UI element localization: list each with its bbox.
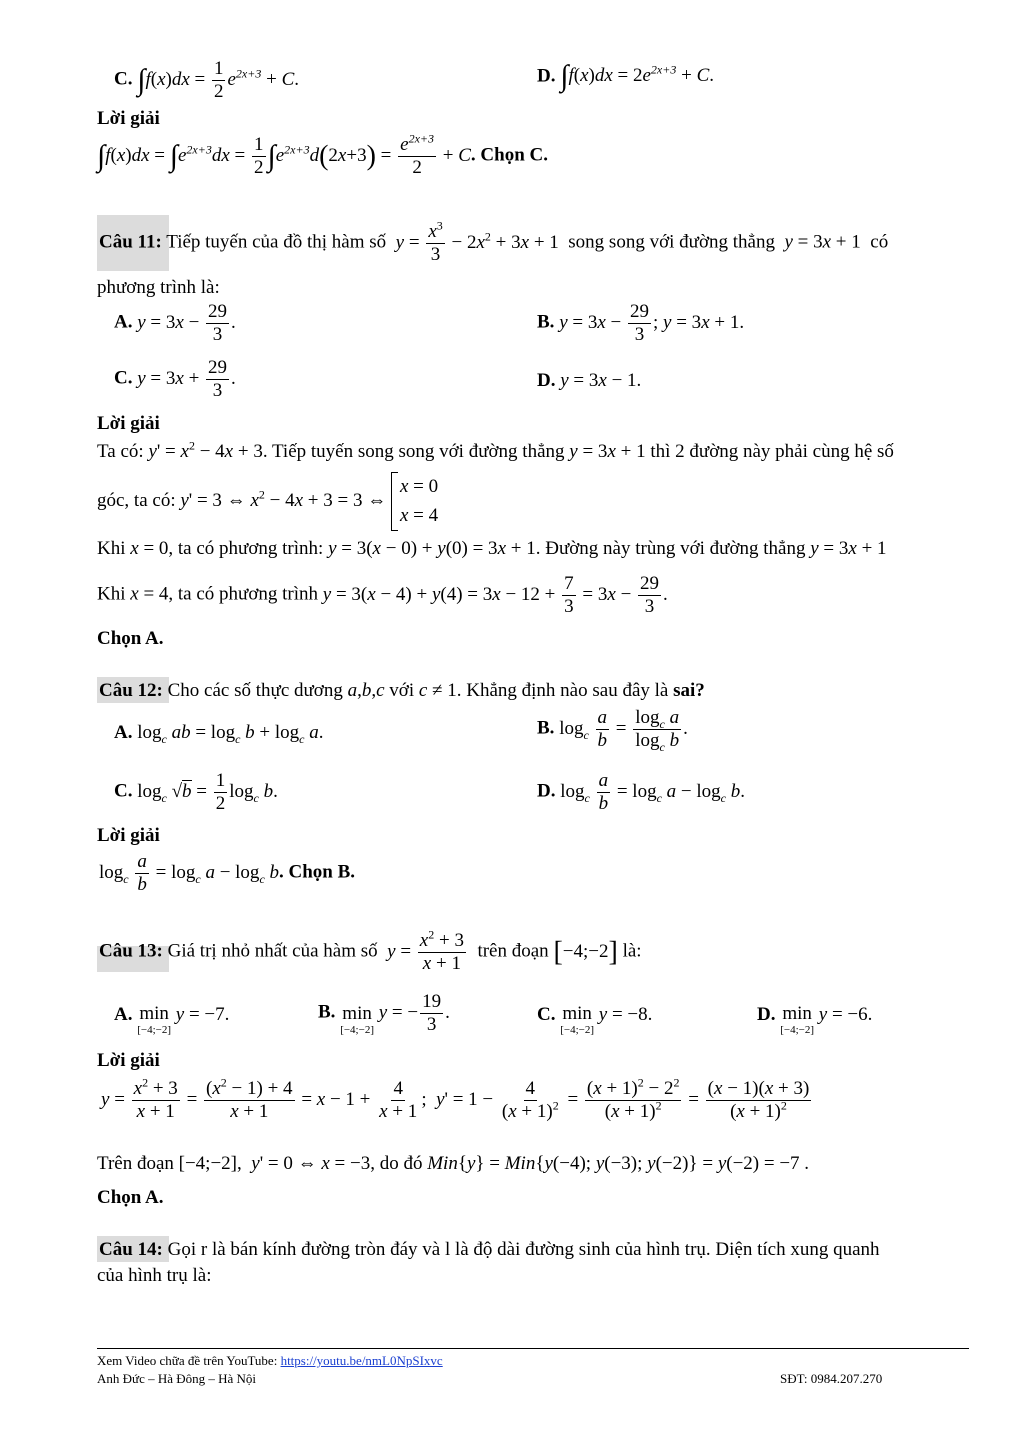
text: trên đoạn bbox=[477, 940, 549, 962]
q12-choice: . Chọn B. bbox=[279, 861, 356, 883]
footer-video bbox=[97, 1353, 443, 1369]
formula: x = 4 bbox=[130, 583, 169, 605]
footer-location: Anh Đức – Hà Đông – Hà Nội bbox=[97, 1371, 257, 1386]
formula: [−4;−2] bbox=[553, 936, 618, 968]
q11-solution-line4 bbox=[97, 573, 668, 618]
q11-text: Tiếp tuyến của đồ thị hàm số bbox=[166, 231, 387, 253]
option-label: B. bbox=[318, 1001, 336, 1023]
formula: y = $\frac{x^3}{3}$ − $2x^2 + 3x + 1$ bbox=[395, 218, 559, 265]
q10-option-d[interactable] bbox=[537, 62, 714, 92]
q11-number: Câu 11: bbox=[99, 231, 162, 253]
q13-choice: Chọn A. bbox=[97, 1187, 164, 1208]
option-label: D. bbox=[537, 65, 556, 87]
option-label: D. bbox=[537, 370, 556, 391]
q13-stem bbox=[99, 927, 642, 975]
q12-solution-title: Lời giải bbox=[97, 825, 160, 846]
q11-stem-line2: phương trình là: bbox=[97, 277, 220, 298]
formula: y = 3(x − 0) + y(0) = 3x + 1 bbox=[328, 538, 536, 559]
formula: $\log_c$ ab = $\log_c b + \log_c a$. bbox=[137, 722, 324, 746]
q11-text: có bbox=[870, 231, 889, 253]
q12-option-b[interactable] bbox=[537, 707, 688, 752]
formula: $\log_c$ $\frac{a}{b}$ = $\log_c a - \log_c b$. bbox=[560, 770, 745, 814]
q13-option-b[interactable] bbox=[318, 991, 450, 1036]
q12-solution-body bbox=[99, 851, 355, 896]
footer-video-label: Xem Video chữa đề trên YouTube: bbox=[97, 1353, 278, 1368]
footer-rule bbox=[97, 1348, 969, 1349]
formula: [−4;−2], y' = 0 ⇔ x = −3 bbox=[178, 1153, 371, 1174]
q11-option-a[interactable] bbox=[114, 301, 236, 346]
formula: y = 3x + 1 bbox=[810, 538, 887, 559]
text: . Đường này trùng với đường thẳng bbox=[535, 538, 806, 559]
q13-option-a[interactable] bbox=[114, 1004, 229, 1036]
formula: a,b,c bbox=[347, 680, 385, 701]
option-label: C. bbox=[114, 68, 133, 90]
formula: min [−4;−2] y = −6. bbox=[780, 1003, 873, 1036]
option-label: B. bbox=[537, 311, 555, 333]
q10-solution-body bbox=[97, 131, 548, 179]
q14-number: Câu 14: bbox=[99, 1239, 163, 1260]
text: Ta có: bbox=[97, 441, 144, 462]
text: Cho các số thực dương bbox=[167, 680, 343, 701]
text: Khi bbox=[97, 583, 126, 605]
formula: y = $\frac{x^2 + 3}{x + 1}$ = $\frac{(x^2 - 1) + 4}{x + 1}$ = x − 1 + $\frac{4}{x + 1}$ ; y' = 1 − $\frac{4}{(x + 1)^2}$ = $\frac{(x + 1)^2 - 2^2}{(x + 1)^2}$ = $\frac{(x - 1)(x + 3)}{(x + 1)^2}$ bbox=[101, 1075, 810, 1122]
q11-solution-title: Lời giải bbox=[97, 413, 160, 434]
q11-option-d[interactable] bbox=[537, 370, 641, 393]
text: Giá trị nhỏ nhất của hàm số bbox=[167, 940, 378, 962]
formula: x = 0 bbox=[130, 538, 169, 559]
q13-solution-line2 bbox=[97, 1153, 809, 1176]
q13-option-c[interactable] bbox=[537, 1004, 652, 1036]
formula: y' = 3 ⇔ $x^2 - 4x + 3 = 3$ ⇔ x = 0 x = 4 bbox=[180, 490, 438, 511]
q12-option-c[interactable] bbox=[114, 770, 278, 815]
option-label: D. bbox=[757, 1004, 776, 1025]
text: , do đó bbox=[370, 1153, 423, 1174]
q12-stem bbox=[99, 680, 705, 703]
formula: min [−4;−2] y = −7. bbox=[137, 1003, 230, 1036]
text: thì 2 đường này phải cùng hệ số bbox=[650, 441, 894, 462]
formula: $\log_c √b$ = $\frac{1}{2}$ $\log_c b$. bbox=[137, 770, 278, 814]
q11-choice: Chọn A. bbox=[97, 628, 164, 649]
q10-solution-title: Lời giải bbox=[97, 108, 160, 129]
formula: y = 3x − $\frac{29}{3}$ ; y = 3x + 1. bbox=[559, 301, 745, 345]
formula: $\int f(x)dx = 2e^{2x+3} + C$. bbox=[560, 60, 715, 93]
q12-option-d[interactable] bbox=[537, 770, 745, 815]
formula: y = 3x + $\frac{29}{3}$ . bbox=[137, 357, 236, 401]
text: , ta có phương trình bbox=[168, 583, 319, 605]
formula: Min{y} = Min{y(−4); y(−3); y(−2)} = y(−2) = −7 . bbox=[427, 1153, 810, 1174]
q11-option-c[interactable] bbox=[114, 357, 236, 402]
text: Gọi r là bán kính đường tròn đáy và l là độ dài đường sinh của hình trụ. Diện tích xung quanh bbox=[167, 1239, 880, 1260]
text: góc, ta có: bbox=[97, 489, 176, 511]
option-label: A. bbox=[114, 311, 133, 333]
text: . Khẳng định nào sau đây là bbox=[456, 680, 669, 701]
formula: ∫f(x)dx = $\frac{1}{2}$ $e^{2x+3} + C$. bbox=[137, 58, 300, 102]
q13-solution-line1 bbox=[101, 1075, 813, 1123]
q13-option-d[interactable] bbox=[757, 1004, 872, 1036]
q11-solution-line3 bbox=[97, 538, 887, 561]
q12-option-a[interactable] bbox=[114, 722, 324, 745]
formula: c ≠ 1 bbox=[418, 680, 457, 701]
q11-stem-line1 bbox=[99, 218, 889, 266]
option-label: A. bbox=[114, 1004, 133, 1025]
q11-text: song song với đường thẳng bbox=[568, 231, 775, 253]
q12-number: Câu 12: bbox=[99, 680, 163, 701]
text: Khi bbox=[97, 538, 126, 559]
footer-phone: SĐT: 0984.207.270 bbox=[780, 1371, 883, 1386]
formula: $y' = x^2 - 4x + 3$ bbox=[148, 438, 263, 462]
text: , ta có phương trình: bbox=[168, 538, 324, 559]
text: Trên đoạn bbox=[97, 1153, 174, 1174]
formula: $\log_c$ $\frac{a}{b}$ = $\frac{\log_c a}{\log_c b}$ . bbox=[559, 707, 688, 754]
option-label: B. bbox=[537, 717, 555, 739]
q14-stem-line2: của hình trụ là: bbox=[97, 1265, 212, 1286]
formula: y = $\frac{x^2 + 3}{x + 1}$ bbox=[387, 927, 464, 974]
text: với bbox=[389, 680, 415, 701]
formula: y = 3x + 1 bbox=[569, 441, 646, 462]
q11-solution-line1 bbox=[97, 438, 894, 464]
text: là: bbox=[622, 940, 642, 962]
formula: y = 3(x − 4) + y(4) = 3x − 12 + $\frac{7}{3}$ = 3x − $\frac{29}{3}$ . bbox=[322, 573, 668, 617]
option-label: C. bbox=[537, 1004, 556, 1025]
formula: min [−4;−2] y = −8. bbox=[560, 1003, 653, 1036]
option-label: D. bbox=[537, 780, 556, 802]
q14-stem-line1 bbox=[99, 1239, 880, 1262]
youtube-link[interactable]: https://youtu.be/nmL0NpSIxvc bbox=[280, 1353, 443, 1368]
text: . Tiếp tuyến song song với đường thẳng bbox=[262, 441, 565, 462]
option-label: C. bbox=[114, 367, 133, 389]
formula: y = 3x − $\frac{29}{3}$ . bbox=[137, 301, 236, 345]
formula: y = 3x + 1 bbox=[784, 231, 861, 253]
option-label: A. bbox=[114, 722, 133, 743]
q11-solution-line2 bbox=[97, 472, 438, 531]
q10-choice: . Chọn C. bbox=[470, 144, 548, 166]
formula: min [−4;−2] y = − $\frac{19}{3}$ . bbox=[340, 991, 450, 1036]
formula: $\int f(x)dx = \int e^{2x+3}dx$ = $\frac{1}{2}$ $\int e^{2x+3}d(2x+3)$ = $\frac{e^{2x+3}}{2}$ + C bbox=[97, 131, 471, 178]
formula: y = 3x − 1. bbox=[560, 370, 642, 391]
option-label: C. bbox=[114, 780, 133, 802]
q10-option-c[interactable] bbox=[114, 58, 299, 103]
q13-number: Câu 13: bbox=[99, 940, 163, 962]
formula: $\log_c$ $\frac{a}{b}$ = $\log_c a - \log_c b$ bbox=[99, 851, 280, 895]
q11-option-b[interactable] bbox=[537, 301, 744, 346]
text: sai? bbox=[673, 680, 705, 701]
q13-solution-title: Lời giải bbox=[97, 1050, 160, 1071]
